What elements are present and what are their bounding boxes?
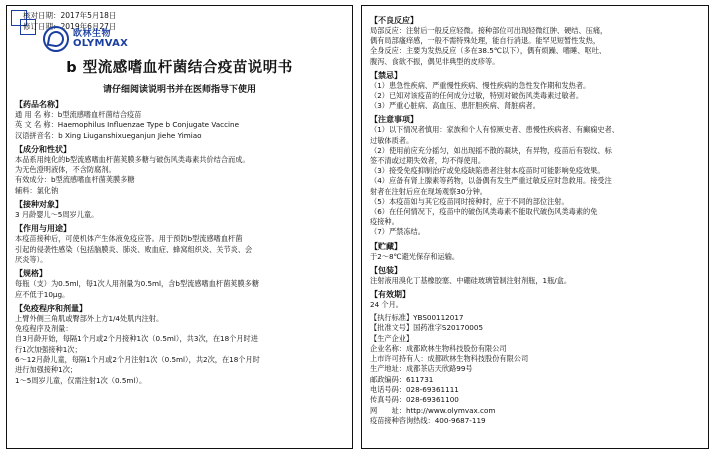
section-line: 偶有局部瘙痒感，一般不需特殊处理，能自行消退。能罕见短暂性发热， xyxy=(370,36,601,46)
section xyxy=(370,241,700,262)
section xyxy=(370,114,700,237)
section xyxy=(15,99,344,141)
section-line: 进行加强接种1次； xyxy=(15,365,78,375)
section-heading: 【禁忌】 xyxy=(370,70,402,80)
section-heading: 【有效期】 xyxy=(370,290,410,300)
section-heading: 【规格】 xyxy=(15,269,47,279)
section-line: 英 文 名 称：Haemophilus Influenzae Type b Conjugate Vaccine xyxy=(15,120,240,130)
manufacturer-line: 网 址：http://www.olymvax.com xyxy=(370,405,496,415)
section xyxy=(15,199,344,220)
section-line: （3）严重心脏病、高血压、患肝胆疾病、肾脏病者。 xyxy=(370,101,540,111)
section-line: （6）在任何情况下，疫苗中的破伤风类毒素不能取代破伤风类毒素的免 xyxy=(370,207,598,217)
section xyxy=(15,268,344,300)
section-heading: 【成分和性状】 xyxy=(15,144,71,154)
section xyxy=(15,303,344,386)
section-line: 腹泻、食欲不振，偶见非典型的皮疹等。 xyxy=(370,56,500,66)
section xyxy=(370,265,700,286)
two-column-layout xyxy=(6,5,709,449)
section-heading: 【贮藏】 xyxy=(370,241,402,251)
section-line: 汉语拼音名：b Xing Liuganshixueganjun Jiehe Yimiao xyxy=(15,130,202,140)
section-line: （2）已知对该疫苗的任何成分过敏，特别对破伤风类毒素过敏者。 xyxy=(370,91,584,101)
page-title: b 型流感嗜血杆菌结合疫苗说明书 xyxy=(66,60,293,76)
section-line: （3）接受免疫抑制治疗或免疫缺陷患者注射本疫苗时可能影响免疫效果。 xyxy=(370,166,605,176)
section-line: 3 月龄婴儿～5周岁儿童。 xyxy=(15,210,99,220)
manufacturer-line: 企业名称：成都欧林生物科技股份有限公司 xyxy=(370,343,507,353)
section-heading: 【免疫程序和剂量】 xyxy=(15,303,87,313)
section-heading: 【作用与用途】 xyxy=(15,224,71,234)
section-line: 上臂外侧三角肌或臀部外上方1/4处肌内注射。 xyxy=(15,313,164,323)
section-line: 厌炎等）。 xyxy=(15,254,48,264)
left-panel xyxy=(6,5,353,449)
revision-date: 修订日期：2019年6月27日 xyxy=(23,22,117,31)
company-logo xyxy=(43,26,128,52)
section-line: 注射液用溴化丁基橡胶塞、中硼硅玻璃管制注射剂瓶，1瓶/盒。 xyxy=(370,275,572,285)
core-date: 核对日期：2017年5月18日 xyxy=(23,11,117,20)
section-heading: 【注意事项】 xyxy=(370,115,418,125)
logo-mark-icon xyxy=(43,26,69,52)
section-line: 行1次加强接种1次； xyxy=(15,344,82,354)
manufacturer-line: 传真号码：028-69361100 xyxy=(370,395,459,405)
section xyxy=(370,70,700,112)
section-heading: 【接种对象】 xyxy=(15,200,63,210)
section xyxy=(15,144,344,196)
section-line: 1～5周岁儿童，仅需注射1次（0.5ml）。 xyxy=(15,375,147,385)
section xyxy=(370,15,700,67)
section-heading: 【不良反应】 xyxy=(370,16,418,25)
manufacturer-line: 邮政编码：611731 xyxy=(370,374,434,384)
section-line: （7）严禁冻结。 xyxy=(370,227,425,237)
section-line: 【批准文号】国药准字S20170005 xyxy=(370,323,484,333)
section-line: 于2～8℃避光保存和运输。 xyxy=(370,251,460,261)
manufacturer-line: 电话号码：028-69361111 xyxy=(370,385,459,395)
section-line: 【生产企业】 xyxy=(370,333,414,343)
right-panel xyxy=(361,5,709,449)
page-subtitle: 请仔细阅读说明书并在医师指导下使用 xyxy=(102,85,256,95)
section-line: 辅料：氯化钠 xyxy=(15,185,59,195)
section-line: 有效成分：b型流感嗜血杆菌荚膜多糖 xyxy=(15,175,135,185)
section-line: 疫接种。 xyxy=(370,217,399,227)
section-line: 局部反应：注射后一般反应轻微。接种部位可出现轻微红肿、硬结、压痛， xyxy=(370,26,608,35)
section-line: （4）应备有肾上腺素等药物，以备偶有发生严重过敏反应时急救用。接受注 xyxy=(370,176,612,186)
section-line: 本品系用纯化的b型流感嗜血杆菌荚膜多糖与破伤风类毒素共价结合而成。 xyxy=(15,154,250,164)
manufacturer-line: 疫苗接种咨询热线：400-9687-119 xyxy=(370,415,486,425)
section xyxy=(370,289,700,310)
section-line: 过敏体质者。 xyxy=(370,135,414,145)
section xyxy=(370,313,700,344)
section-line: （1）以下情况者慎用：家族和个人有惊厥史者、患慢性疾病者、有癫痫史者、 xyxy=(370,125,619,135)
section-line: 为无色澄明液体，不含防腐剂。 xyxy=(15,165,116,175)
section-line: 引起的侵袭性感染（包括脑膜炎、肺炎、败血症、蜂窝组织炎、关节炎、会 xyxy=(15,244,253,254)
section-line: 24 个月。 xyxy=(370,300,403,310)
section-heading: 【药品名称】 xyxy=(15,100,63,109)
manufacturer-line: 生产地址：成都茶店天欣路99号 xyxy=(370,364,473,374)
section-line: 【执行标准】YBS00112017 xyxy=(370,313,464,323)
manufacturer-block xyxy=(370,344,700,426)
section-line: 6～12月龄儿童，每隔1个月或2个月注射1次（0.5ml），共2次，在18个月时 xyxy=(15,355,260,365)
right-content xyxy=(370,15,700,344)
section-line: 本疫苗接种后，可使机体产生体液免疫应答。用于预防b型流感嗜血杆菌 xyxy=(15,234,243,244)
section-line: 每瓶（支）为0.5ml，每1次人用剂量为0.5ml，含b型流感嗜血杆菌荚膜多糖 xyxy=(15,279,260,289)
left-content xyxy=(15,99,344,386)
section-line: 通 用 名 称：b型流感嗜血杆菌结合疫苗 xyxy=(15,110,142,119)
manufacturer-line: 上市许可持有人：成都欧林生物科技股份有限公司 xyxy=(370,354,529,364)
section-line: 应不低于10μg。 xyxy=(15,289,70,299)
section-line: 免疫程序及剂量： xyxy=(15,324,73,334)
section-line: 自3月龄开始，每隔1个月或2个月接种1次（0.5ml），共3次，在18个月时进 xyxy=(15,334,258,344)
section-line: （1）患急性疾病、严重慢性疾病、慢性疾病的急性发作期和发热者。 xyxy=(370,80,591,90)
section-heading: 【包装】 xyxy=(370,265,402,275)
logo-text-cn: 欧林生物 xyxy=(73,29,112,39)
logo-text-en: OLYMVAX xyxy=(73,38,129,49)
section-line: 射者在注射后应在现场观察30分钟。 xyxy=(370,186,487,196)
section-line: 签不清或过期失效者，均不得使用。 xyxy=(370,156,486,166)
section-line: （2）使用前应充分摇匀，如出现摇不散的凝块，有异物，疫苗后有裂纹、标 xyxy=(370,145,612,155)
section xyxy=(15,223,344,265)
section-line: 全身反应：主要为发热反应（多在38.5℃以下），偶有烦躁、嗜睡、呕吐、 xyxy=(370,46,607,56)
section-line: （5）本疫苗如与其它疫苗同时接种时，应于不同的部位注射。 xyxy=(370,196,569,206)
